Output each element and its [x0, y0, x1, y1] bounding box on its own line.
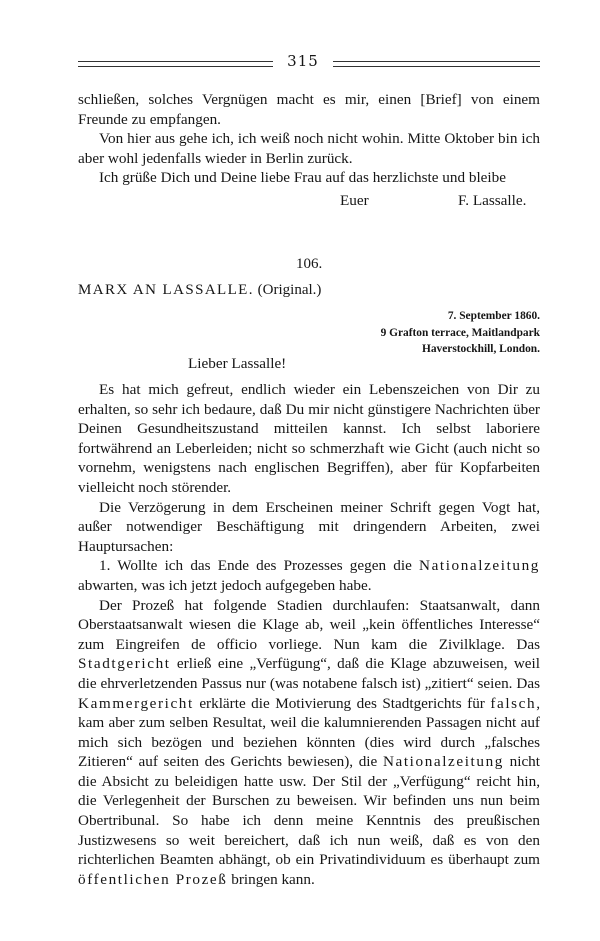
text-run: , kam aber zum selben Resultat, weil die kalumnierenden Passagen nicht auf mich sich bezögen und beziehen könnten (dies wird durch „falsches Zitieren“ auf seiten des Gerichts bewiesen), die: [78, 694, 540, 771]
letter-title: MARX AN LASSALLE.: [78, 282, 254, 298]
letter-paragraph: Es hat mich gefreut, endlich wieder ein Lebenszeichen von Dir zu erhalten, so sehr ich bedaure, daß Du mir nicht günstigere Nachrichten über Deinen Gesundheitszustand mitteilen kannst. Ich selbst laboriere fortwährend an Leberleiden; nicht so schmerzhaft wie Gicht (auch nicht so vornehm, wenigstens nach englischen Begriffen), aber für Kopfarbeiten vielleicht noch störender.: [78, 381, 540, 496]
spaced-text-run: Nationalzeitung: [419, 557, 540, 575]
letter-paragraph: Die Verzögerung in dem Erscheinen meiner Schrift gegen Vogt hat, außer notwendiger Beschäftigung mit dringendern Arbeiten, zwei Hauptursachen:: [78, 498, 540, 555]
spaced-text-run: Kammergericht: [78, 694, 194, 712]
spaced-text-run: falsch: [490, 694, 537, 712]
text-run: erließ eine „Verfügung“, daß die Klage abzuweisen, weil die ehrverletzenden Passus nur (was notabene falsch ist) „zitiert“ seien. Das: [78, 655, 540, 692]
spaced-text-run: Stadtgericht: [78, 655, 171, 673]
text-run: abwarten, was ich jetzt jedoch aufgegeben habe.: [78, 576, 372, 594]
letter-address-line: Haverstockhill, London.: [421, 343, 540, 355]
text-run: erklärte die Motivierung des Stadtgerichts für: [193, 694, 491, 712]
previous-letter-paragraph: schließen, solches Vergnügen macht es mir, einen [Brief] von einem Freunde zu empfangen.: [78, 91, 540, 128]
spaced-text-run: öffentlichen Prozeß: [78, 870, 228, 888]
spaced-text-run: Nationalzeitung: [382, 753, 504, 771]
letter-body: [78, 380, 540, 889]
letter-number: 106.: [296, 256, 323, 272]
signature: F. Lassalle.: [458, 192, 527, 209]
text-run: 1. Wollte ich das Ende des Prozesses gegen die: [99, 557, 419, 575]
previous-letter-paragraph: Von hier aus gehe ich, ich weiß noch nicht wohin. Mitte Oktober bin ich aber wohl jedenfalls wieder in Berlin zurück.: [78, 130, 540, 167]
letter-note: (Original.): [257, 282, 322, 298]
previous-letter-text: [78, 90, 540, 188]
header-rule-right: [333, 61, 540, 67]
letter-address-line: 9 Grafton terrace, Maitlandpark: [380, 326, 540, 339]
text-run: bringen kann.: [227, 870, 315, 888]
text-run: Der Prozeß hat folgende Stadien durchlaufen: Staatsanwalt, dann Oberstaatsanwalt wiesen die Klage ab, weil „kein öffentliches Interesse“ zum Eingreifen de officio vorliege. Nun kam die Zivilklage. Das: [78, 596, 540, 653]
letter-salutation: Lieber Lassalle!: [188, 355, 287, 372]
text-run: nicht die Absicht zu beleidigen hatte usw. Der Stil der „Verfügung“ reicht hin, die Verlegenheit der Burschen zu beweisen. Wir befinden uns nun beim Obertribunal. So habe ich denn meine Kenntnis des preußischen Justizwesens so weit bereichert, daß ich nun weiß, daß es von den richterlichen Beamten abhängt, ob ein Privatindividuum es überhaupt zum: [78, 753, 540, 869]
header-rule-left: [78, 61, 273, 67]
previous-letter-paragraph: Ich grüße Dich und Deine liebe Frau auf das herzlichste und bleibe: [99, 169, 506, 187]
page-number: 315: [287, 52, 319, 70]
letter-paragraph: [78, 596, 540, 890]
page-header: [78, 52, 540, 76]
letter-heading: [78, 282, 321, 299]
letter-date: 7. September 1860.: [447, 310, 540, 322]
letter-dateline: [330, 308, 540, 358]
closing-word: Euer: [340, 192, 369, 209]
letter-paragraph: [78, 556, 540, 595]
